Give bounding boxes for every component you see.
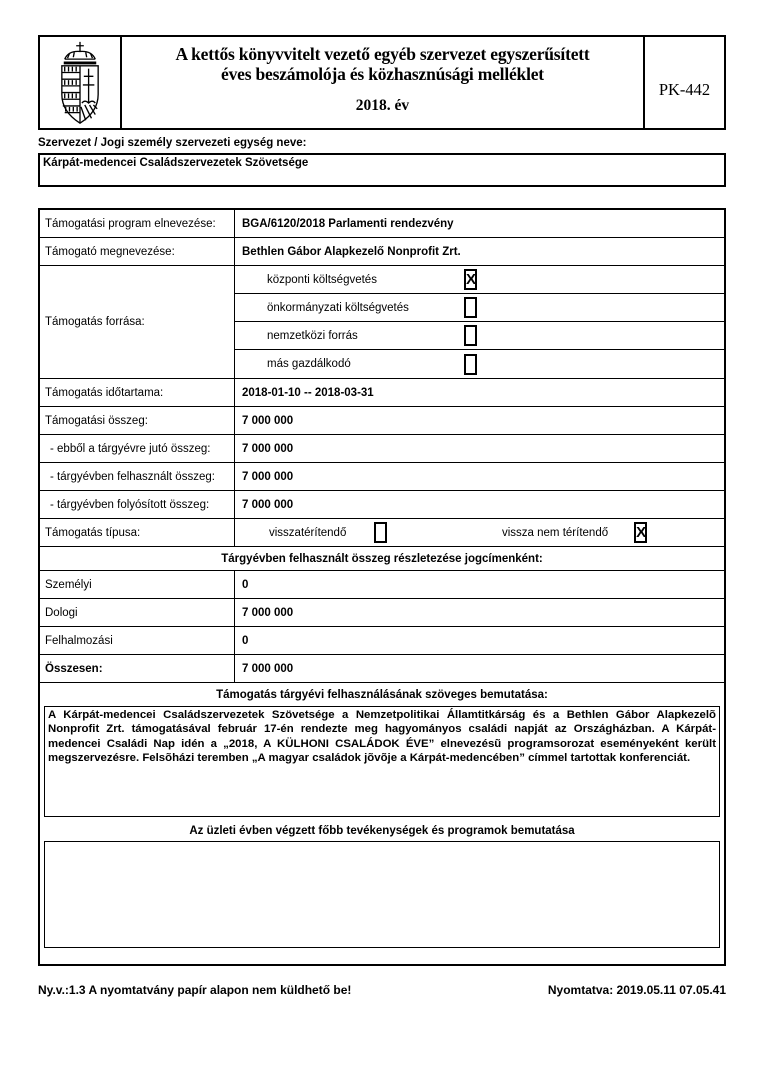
usage-text-field[interactable]: A Kárpát-medencei Családszervezetek Szövetsége a Nemzetpolitikai Államtitkárság és a Bethlen Gábor Alapkezelõ Nonprofit Zrt. támogatásával február 17-én rendezte meg hagyományos családi napját az Országházban. A Kárpát-medencei Családi Nap idén a „2018, A KÜLHONI CSALÁDOK ÉVE” elnevezésũ programsorozat eseményeként került megszervezésre. Felsõházi teremben „A magyar családok jõvõje a Kárpát-medencében” címmel tartottak konferenciát. xyxy=(44,706,720,817)
type-option-label-nonrefundable: vissza nem térítendő xyxy=(502,526,609,539)
source-option-label: központi költségvetés xyxy=(267,273,377,286)
program-value-field[interactable]: BGA/6120/2018 Parlamenti rendezvény xyxy=(242,217,454,230)
row-osszesen xyxy=(40,655,724,683)
footer-version-note: Ny.v.:1.3 A nyomtatvány papír alapon nem küldhető be! xyxy=(38,983,352,997)
source-label: Támogatás forrása: xyxy=(40,266,235,378)
row-dologi xyxy=(40,599,724,627)
row-felhalmozasi xyxy=(40,627,724,655)
checkbox-onkormanyzati-koltsegvetes[interactable] xyxy=(464,297,477,318)
checkbox-mas-gazdalkodo[interactable] xyxy=(464,354,477,375)
form-title-line1: A kettős könyvvitelt vezető egyéb szervezet egyszerűsített xyxy=(175,44,590,64)
row-duration xyxy=(40,379,724,407)
form-year: 2018. év xyxy=(355,97,410,115)
amount-used-value-field[interactable]: 7 000 000 xyxy=(242,470,294,483)
row-amount xyxy=(40,407,724,435)
row-program xyxy=(40,210,724,238)
amount-paid-label: - tárgyévben folyósított összeg: xyxy=(40,491,235,518)
source-option-kozponti xyxy=(235,266,724,294)
amount-year-label: - ebből a tárgyévre jutó összeg: xyxy=(40,435,235,462)
row-type xyxy=(40,519,724,547)
supporter-label: Támogató megnevezése: xyxy=(40,238,235,265)
breakdown-value-szemelyi-field[interactable]: 0 xyxy=(242,578,249,591)
breakdown-label-szemelyi: Személyi xyxy=(40,571,235,598)
program-label: Támogatási program elnevezése: xyxy=(40,210,235,237)
source-option-label: más gazdálkodó xyxy=(267,358,351,370)
amount-used-label: - tárgyévben felhasznált összeg: xyxy=(40,463,235,490)
activities-section-header: Az üzleti évben végzett főbb tevékenységek és programok bemutatása xyxy=(189,825,575,837)
form-title-line2: éves beszámolója és közhasznúsági melléklet xyxy=(221,63,544,84)
hungarian-coat-of-arms-icon xyxy=(51,40,109,126)
form-title xyxy=(122,45,643,84)
form-code: PK-442 xyxy=(658,79,711,99)
type-options xyxy=(235,519,724,546)
row-szemelyi xyxy=(40,571,724,599)
checkbox-kozponti-koltsegvetes[interactable]: X xyxy=(466,271,477,288)
form-title-cell xyxy=(122,37,645,128)
org-name-field[interactable]: Kárpát-medencei Családszervezetek Szövetsége xyxy=(38,153,726,187)
row-amount-used xyxy=(40,463,724,491)
form-header xyxy=(38,35,726,130)
breakdown-section-header: Tárgyévben felhasznált összeg részletezése jogcímenként: xyxy=(40,547,724,571)
usage-section-header: Támogatás tárgyévi felhasználásának szöveges bemutatása: xyxy=(216,689,548,701)
breakdown-value-felhalmozasi-field[interactable]: 0 xyxy=(242,634,249,647)
source-options xyxy=(235,266,724,378)
source-option-onkormanyzati xyxy=(235,294,724,322)
row-source xyxy=(40,266,724,379)
supporter-value-field[interactable]: Bethlen Gábor Alapkezelő Nonprofit Zrt. xyxy=(242,245,461,258)
activities-text-field[interactable] xyxy=(44,841,720,948)
grant-table xyxy=(38,208,726,966)
footer-print-timestamp: Nyomtatva: 2019.05.11 07.05.41 xyxy=(547,983,726,997)
breakdown-label-osszesen: Összesen: xyxy=(40,655,235,682)
source-option-mas-gazdalkodo xyxy=(235,350,724,378)
checkbox-vissza-nem-teritendo[interactable]: X xyxy=(636,524,647,541)
source-option-label: önkormányzati költségvetés xyxy=(267,301,409,314)
source-option-nemzetkozi xyxy=(235,322,724,350)
breakdown-value-dologi-field[interactable]: 7 000 000 xyxy=(242,606,294,619)
breakdown-label-dologi: Dologi xyxy=(40,599,235,626)
org-name-label: Szervezet / Jogi személy szervezeti egység neve: xyxy=(38,137,307,149)
amount-value-field[interactable]: 7 000 000 xyxy=(242,414,294,427)
amount-paid-value-field[interactable]: 7 000 000 xyxy=(242,498,294,511)
source-option-label: nemzetközi forrás xyxy=(267,329,358,342)
type-label: Támogatás típusa: xyxy=(40,519,235,546)
duration-value-field[interactable]: 2018-01-10 -- 2018-03-31 xyxy=(242,386,374,399)
row-amount-year xyxy=(40,435,724,463)
amount-label: Támogatási összeg: xyxy=(40,407,235,434)
logo-cell xyxy=(40,37,122,128)
form-page xyxy=(38,35,726,966)
row-supporter xyxy=(40,238,724,266)
breakdown-value-osszesen-field[interactable]: 7 000 000 xyxy=(242,662,294,675)
duration-label: Támogatás időtartama: xyxy=(40,379,235,406)
type-option-label-refundable: visszatérítendő xyxy=(269,526,347,539)
page-footer xyxy=(38,983,726,997)
amount-year-value-field[interactable]: 7 000 000 xyxy=(242,442,294,455)
checkbox-nemzetkozi-forras[interactable] xyxy=(464,325,477,346)
breakdown-label-felhalmozasi: Felhalmozási xyxy=(40,627,235,654)
row-amount-paid xyxy=(40,491,724,519)
checkbox-visszateritendo[interactable] xyxy=(374,522,387,543)
